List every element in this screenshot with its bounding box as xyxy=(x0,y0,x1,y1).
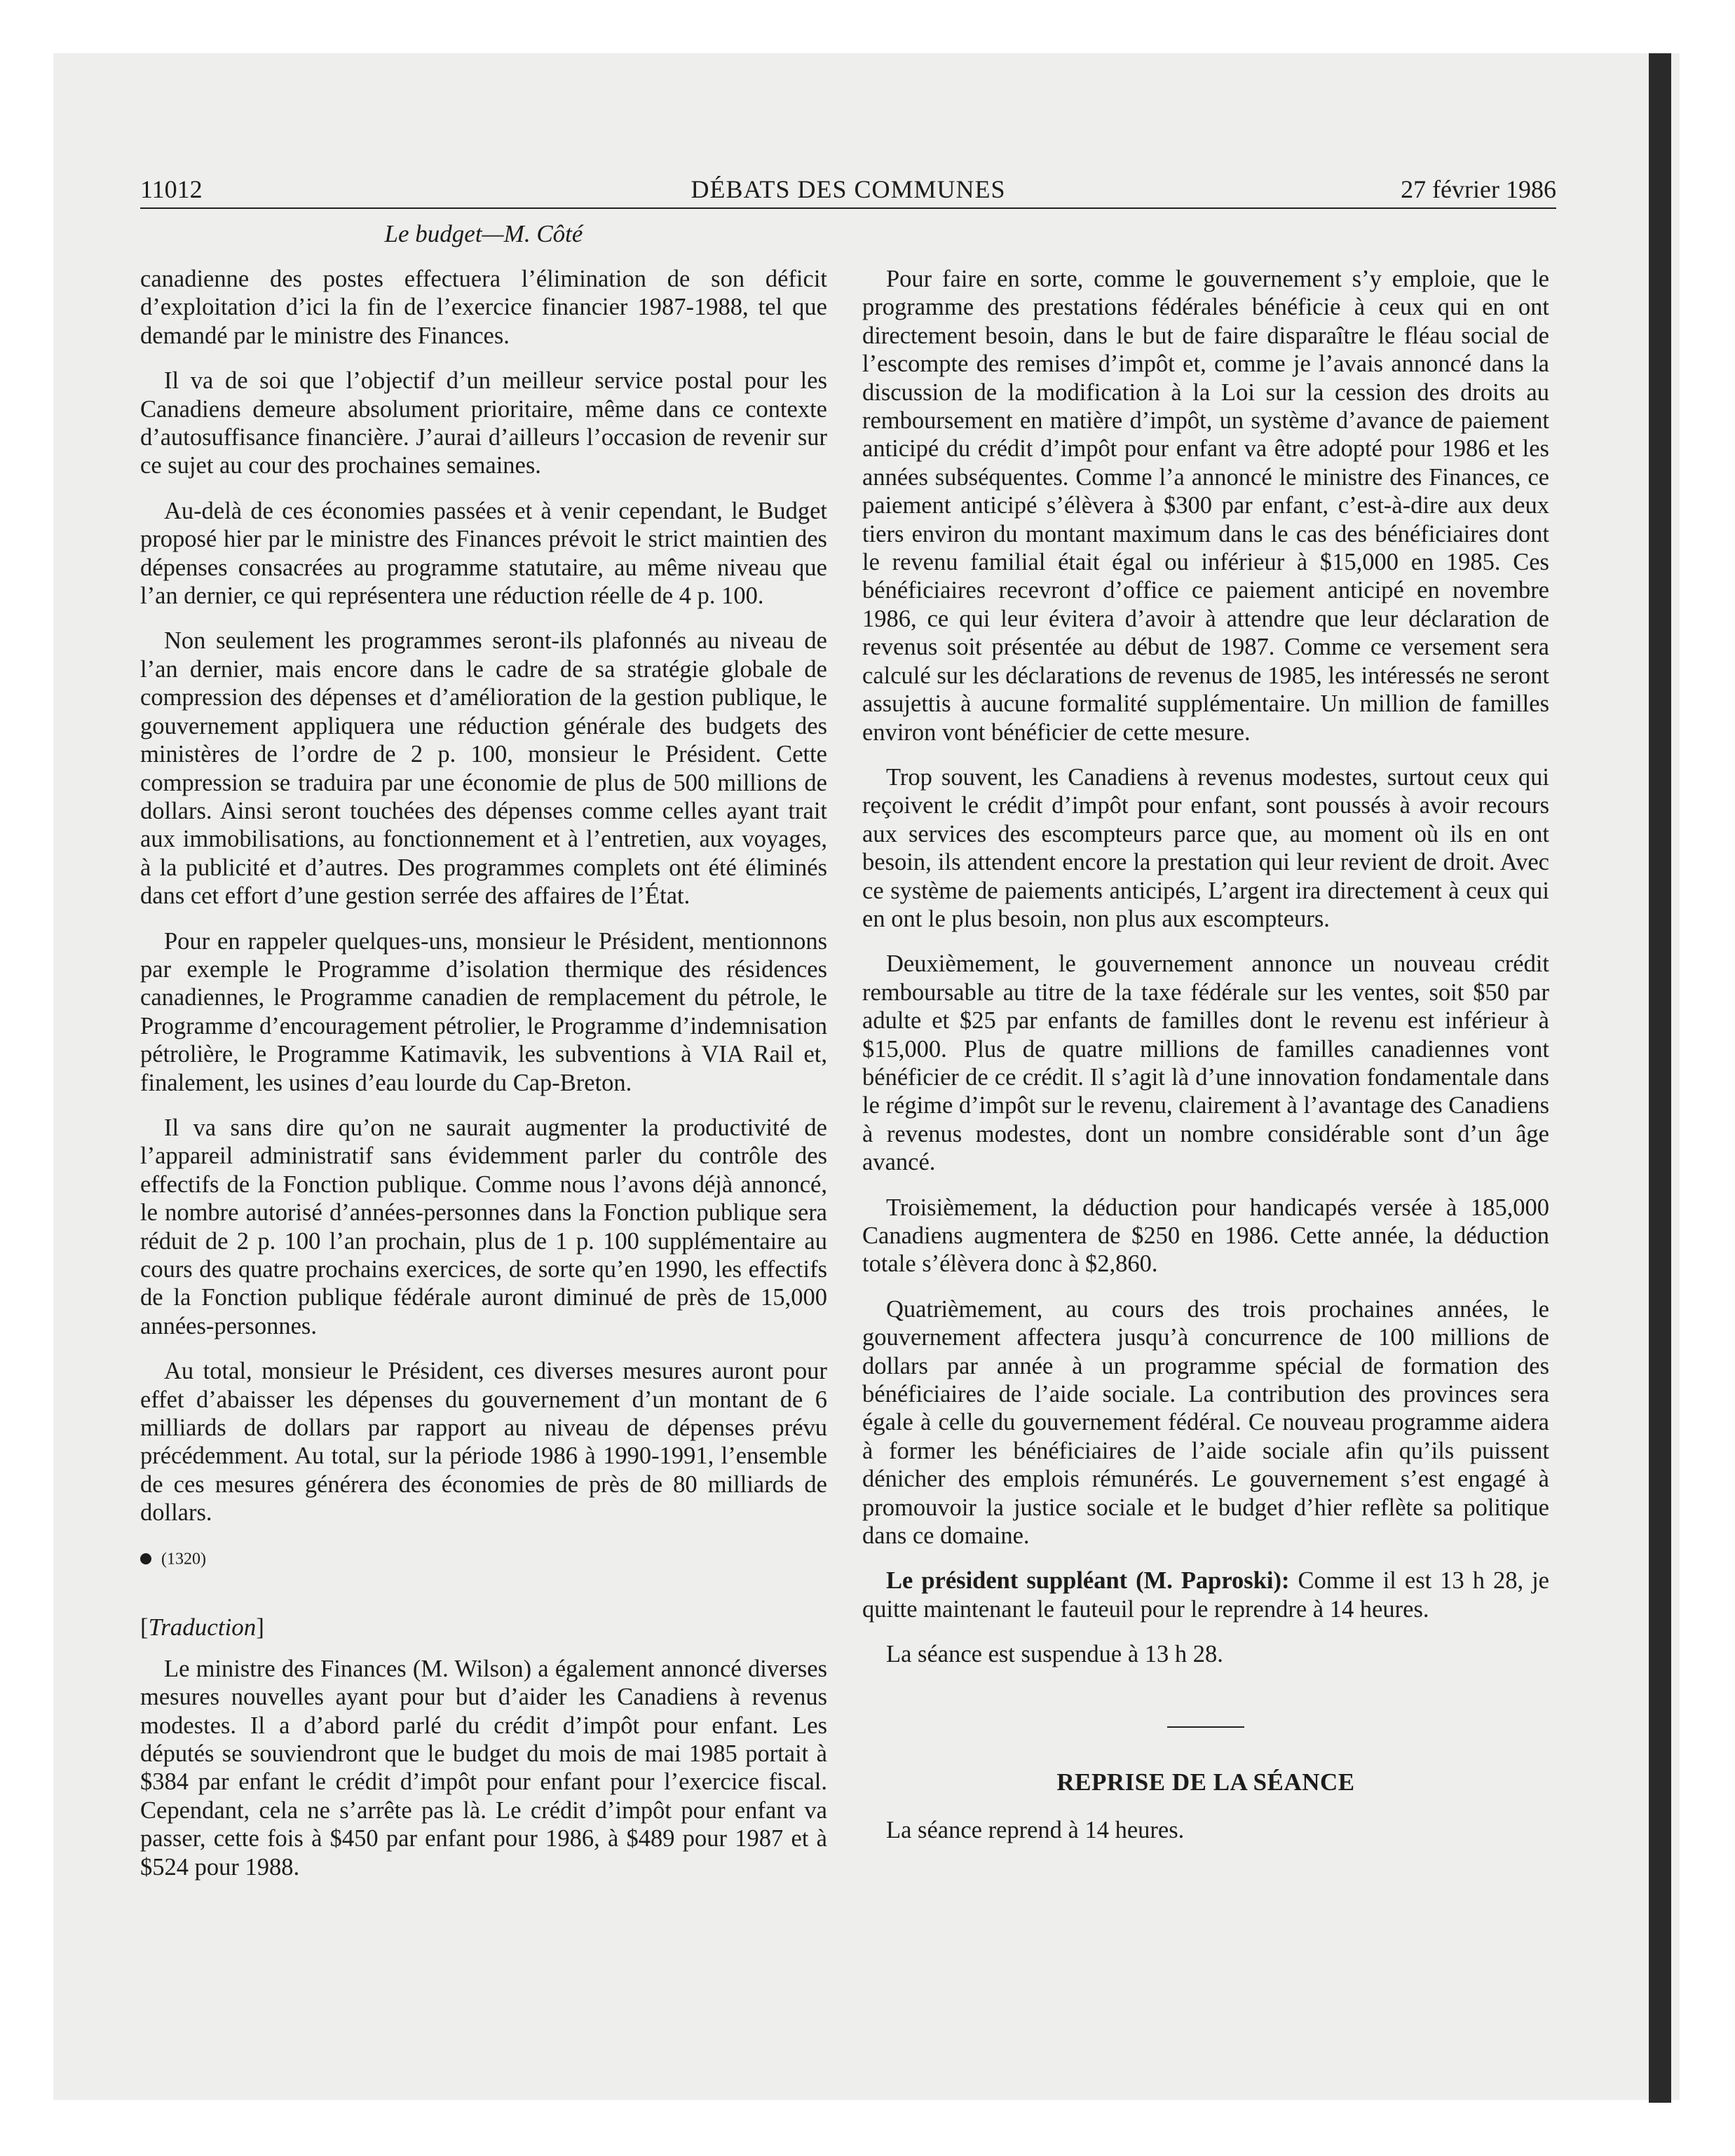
time-marker xyxy=(140,1544,827,1574)
publication-title: DÉBATS DES COMMUNES xyxy=(690,175,1006,203)
bullet-icon xyxy=(140,1553,151,1564)
paragraph: Quatrièmement, au cours des trois prochaines années, le gouvernement affectera jusqu’à concurrence de 100 millions de dollars par année à un programme spécial de formation des bénéficiaires de l’aide sociale. La contribution des provinces sera égale à celle du gouvernement fédéral. Ce nouveau programme aidera à former les bénéficiaires de l’aide sociale afin qu’ils puissent dénicher des emplois rémunérés. Le gouvernement s’est engagé à promouvoir la justice sociale et le budget d’hier reflète sa politique dans ce domaine. xyxy=(862,1295,1549,1550)
paragraph: Troisièmement, la déduction pour handicapés versée à 185,000 Canadiens augmentera de $250 en 1986. Cette année, la déduction totale s’élèvera donc à $2,860. xyxy=(862,1194,1549,1278)
speaker-name: Le président suppléant (M. Paproski): xyxy=(886,1567,1290,1595)
paragraph: Deuxièmement, le gouvernement annonce un nouveau crédit remboursable au titre de la taxe fédérale sur les ventes, soit $50 par adulte et $25 par enfants de familles dont le revenu est inférieur à $15,000. Plus de quatre millions de familles canadiennes vont bénéficier de ce crédit. Il s’agit là d’une innovation fondamentale dans le régime d’impôt sur le revenu, clairement à l’avantage des Canadiens à revenus modestes, dont un nombre considérable sont d’un âge avancé. xyxy=(862,950,1549,1176)
page-number: 11012 xyxy=(140,175,203,203)
header-rule xyxy=(140,207,1556,209)
paragraph: Pour faire en sorte, comme le gouvernement s’y emploie, que le programme des prestations fédérales bénéficie à ceux qui en ont directement besoin, dans le but de faire disparaître le fléau social de l’escompte des remises d’impôt et, comme je l’avais annoncé dans la discussion de la modification à la Loi sur la cession des droits au remboursement en matière d’impôt, un système d’avance de paiement anticipé du crédit d’impôt pour enfant va être adopté pour 1986 et les années subséquentes. Comme l’a annoncé le ministre des Finances, ce paiement anticipé s’élèvera à $300 par enfant, c’est-à-dire aux deux tiers environ du montant maximum dans le cas des bénéficiaires dont le revenu familial était égal ou inférieur à $15,000 en 1985. Ces bénéficiaires recevront d’office ce paiement anticipé en novembre 1986, ce qui leur évitera d’avoir à attendre que leur déclaration de revenus soit présentée au début de 1987. Comme ce versement sera calculé sur les déclarations de revenus de 1985, les intéressés ne seront assujettis à aucune formalité supplémentaire. Un million de familles environ vont bénéficier de cette mesure. xyxy=(862,266,1549,746)
paragraph: La séance reprend à 14 heures. xyxy=(886,1817,1185,1844)
issue-date: 27 février 1986 xyxy=(1401,175,1556,203)
right-column xyxy=(862,265,1549,1862)
paragraph: Il va sans dire qu’on ne saurait augmenter la productivité de l’appareil administratif sans évidemment parler du contrôle des effectifs de la Fonction publique. Comme nous l’avons déjà annoncé, le nombre autorisé d’années-personnes dans la Fonction publique sera réduit de 2 p. 100 l’an prochain, plus de 1 p. 100 supplémentaire au cours des quatre prochains exercices, de sorte qu’en 1990, les effectifs de la Fonction publique fédérale auront diminué de près de 15,000 années-personnes. xyxy=(140,1114,827,1339)
paragraph: Au total, monsieur le Président, ces diverses mesures auront pour effet d’abaisser les dépenses du gouvernement d’un montant de 6 milliards de dollars par rapport au niveau de dépenses prévu précédemment. Au total, sur la période 1986 à 1990-1991, l’ensemble de ces mesures générera des économies de près de 80 milliards de dollars. xyxy=(140,1358,827,1527)
paragraph: Pour en rappeler quelques-uns, monsieur le Président, mentionnons par exemple le Programme d’isolation thermique des résidences canadiennes, le Programme canadien de remplacement du pétrole, le Programme d’encouragement pétrolier, le Programme d’indemnisation pétrolière, le Programme Katimavik, les subventions à VIA Rail et, finalement, les usines d’eau lourde du Cap-Breton. xyxy=(140,927,827,1096)
paragraph: La séance est suspendue à 13 h 28. xyxy=(886,1641,1223,1668)
running-header xyxy=(140,172,1556,206)
speaker-remark: Comme il est 13 h 28, je quitte maintenant le fauteuil pour le reprendre à 14 heures. xyxy=(862,1567,1549,1623)
paragraph: Au-delà de ces économies passées et à venir cependant, le Budget proposé hier par le ministre des Finances prévoit le strict maintien des dépenses consacrées au programme statutaire, au même niveau que l’an dernier, ce qui représentera une réduction réelle de 4 p. 100. xyxy=(140,497,827,610)
translation-label: [Traduction] xyxy=(140,1613,264,1642)
paragraph: Il va de soi que l’objectif d’un meilleur service postal pour les Canadiens demeure absolument prioritaire, même dans ce contexte d’autosuffisance financière. J’aurai d’ailleurs l’occasion de revenir sur ce sujet au cour des prochaines semaines. xyxy=(140,367,827,479)
translation-label-text: Traduction xyxy=(148,1613,257,1642)
speaker-paragraph xyxy=(862,1567,1549,1623)
paragraph: Trop souvent, les Canadiens à revenus modestes, surtout ceux qui reçoivent le crédit d’impôt pour enfant, sont poussés à avoir recours aux services des escompteurs parce que, au moment où ils en ont besoin, ils attendent encore la prestation qui leur revient de droit. Avec ce système de paiements anticipés, L’argent ira directement à ceux qui en ont le plus besoin, non plus aux escompteurs. xyxy=(862,763,1549,932)
time-code: (1320) xyxy=(161,1549,206,1568)
paragraph: Non seulement les programmes seront-ils plafonnés au niveau de l’an dernier, mais encore dans le cadre de sa stratégie globale de compression des dépenses et d’amélioration de la gestion publique, le gouvernement appliquera une réduction générale des budgets des ministères de l’ordre de 2 p. 100, monsieur le Président. Cette compression se traduira par une économie de plus de 500 millions de dollars. Ainsi seront touchées des dépenses comme celles ayant trait aux immobilisations, au fonctionnement et à l’entretien, aux voyages, à la publicité et d’autres. Des programmes complets ont été éliminés dans cet effort d’une gestion serrée des affaires de l’État. xyxy=(140,627,827,910)
left-column xyxy=(140,265,827,1898)
section-divider xyxy=(1167,1726,1244,1728)
scan-edge-bar xyxy=(1649,53,1671,2103)
section-subheader: Le budget—M. Côté xyxy=(384,220,583,247)
paragraph: Le ministre des Finances (M. Wilson) a également annoncé diverses mesures nouvelles ayant pour but d’aider les Canadiens à revenus modestes. Il a d’abord parlé du crédit d’impôt pour enfant. Les députés se souviendront que le budget du mois de mai 1985 portait à $384 par enfant le crédit d’impôt pour enfant pour l’exercice fiscal. Cependant, cela ne s’arrête pas là. Le crédit d’impôt pour enfant va passer, cette fois à $450 par enfant pour 1986, à $489 pour 1987 et à $524 pour 1988. xyxy=(140,1655,827,1881)
paragraph: canadienne des postes effectuera l’élimination de son déficit d’exploitation d’ici la fin de l’exercice financier 1987-1988, tel que demandé par le ministre des Finances. xyxy=(140,266,827,349)
section-title: REPRISE DE LA SÉANCE xyxy=(1056,1768,1355,1796)
